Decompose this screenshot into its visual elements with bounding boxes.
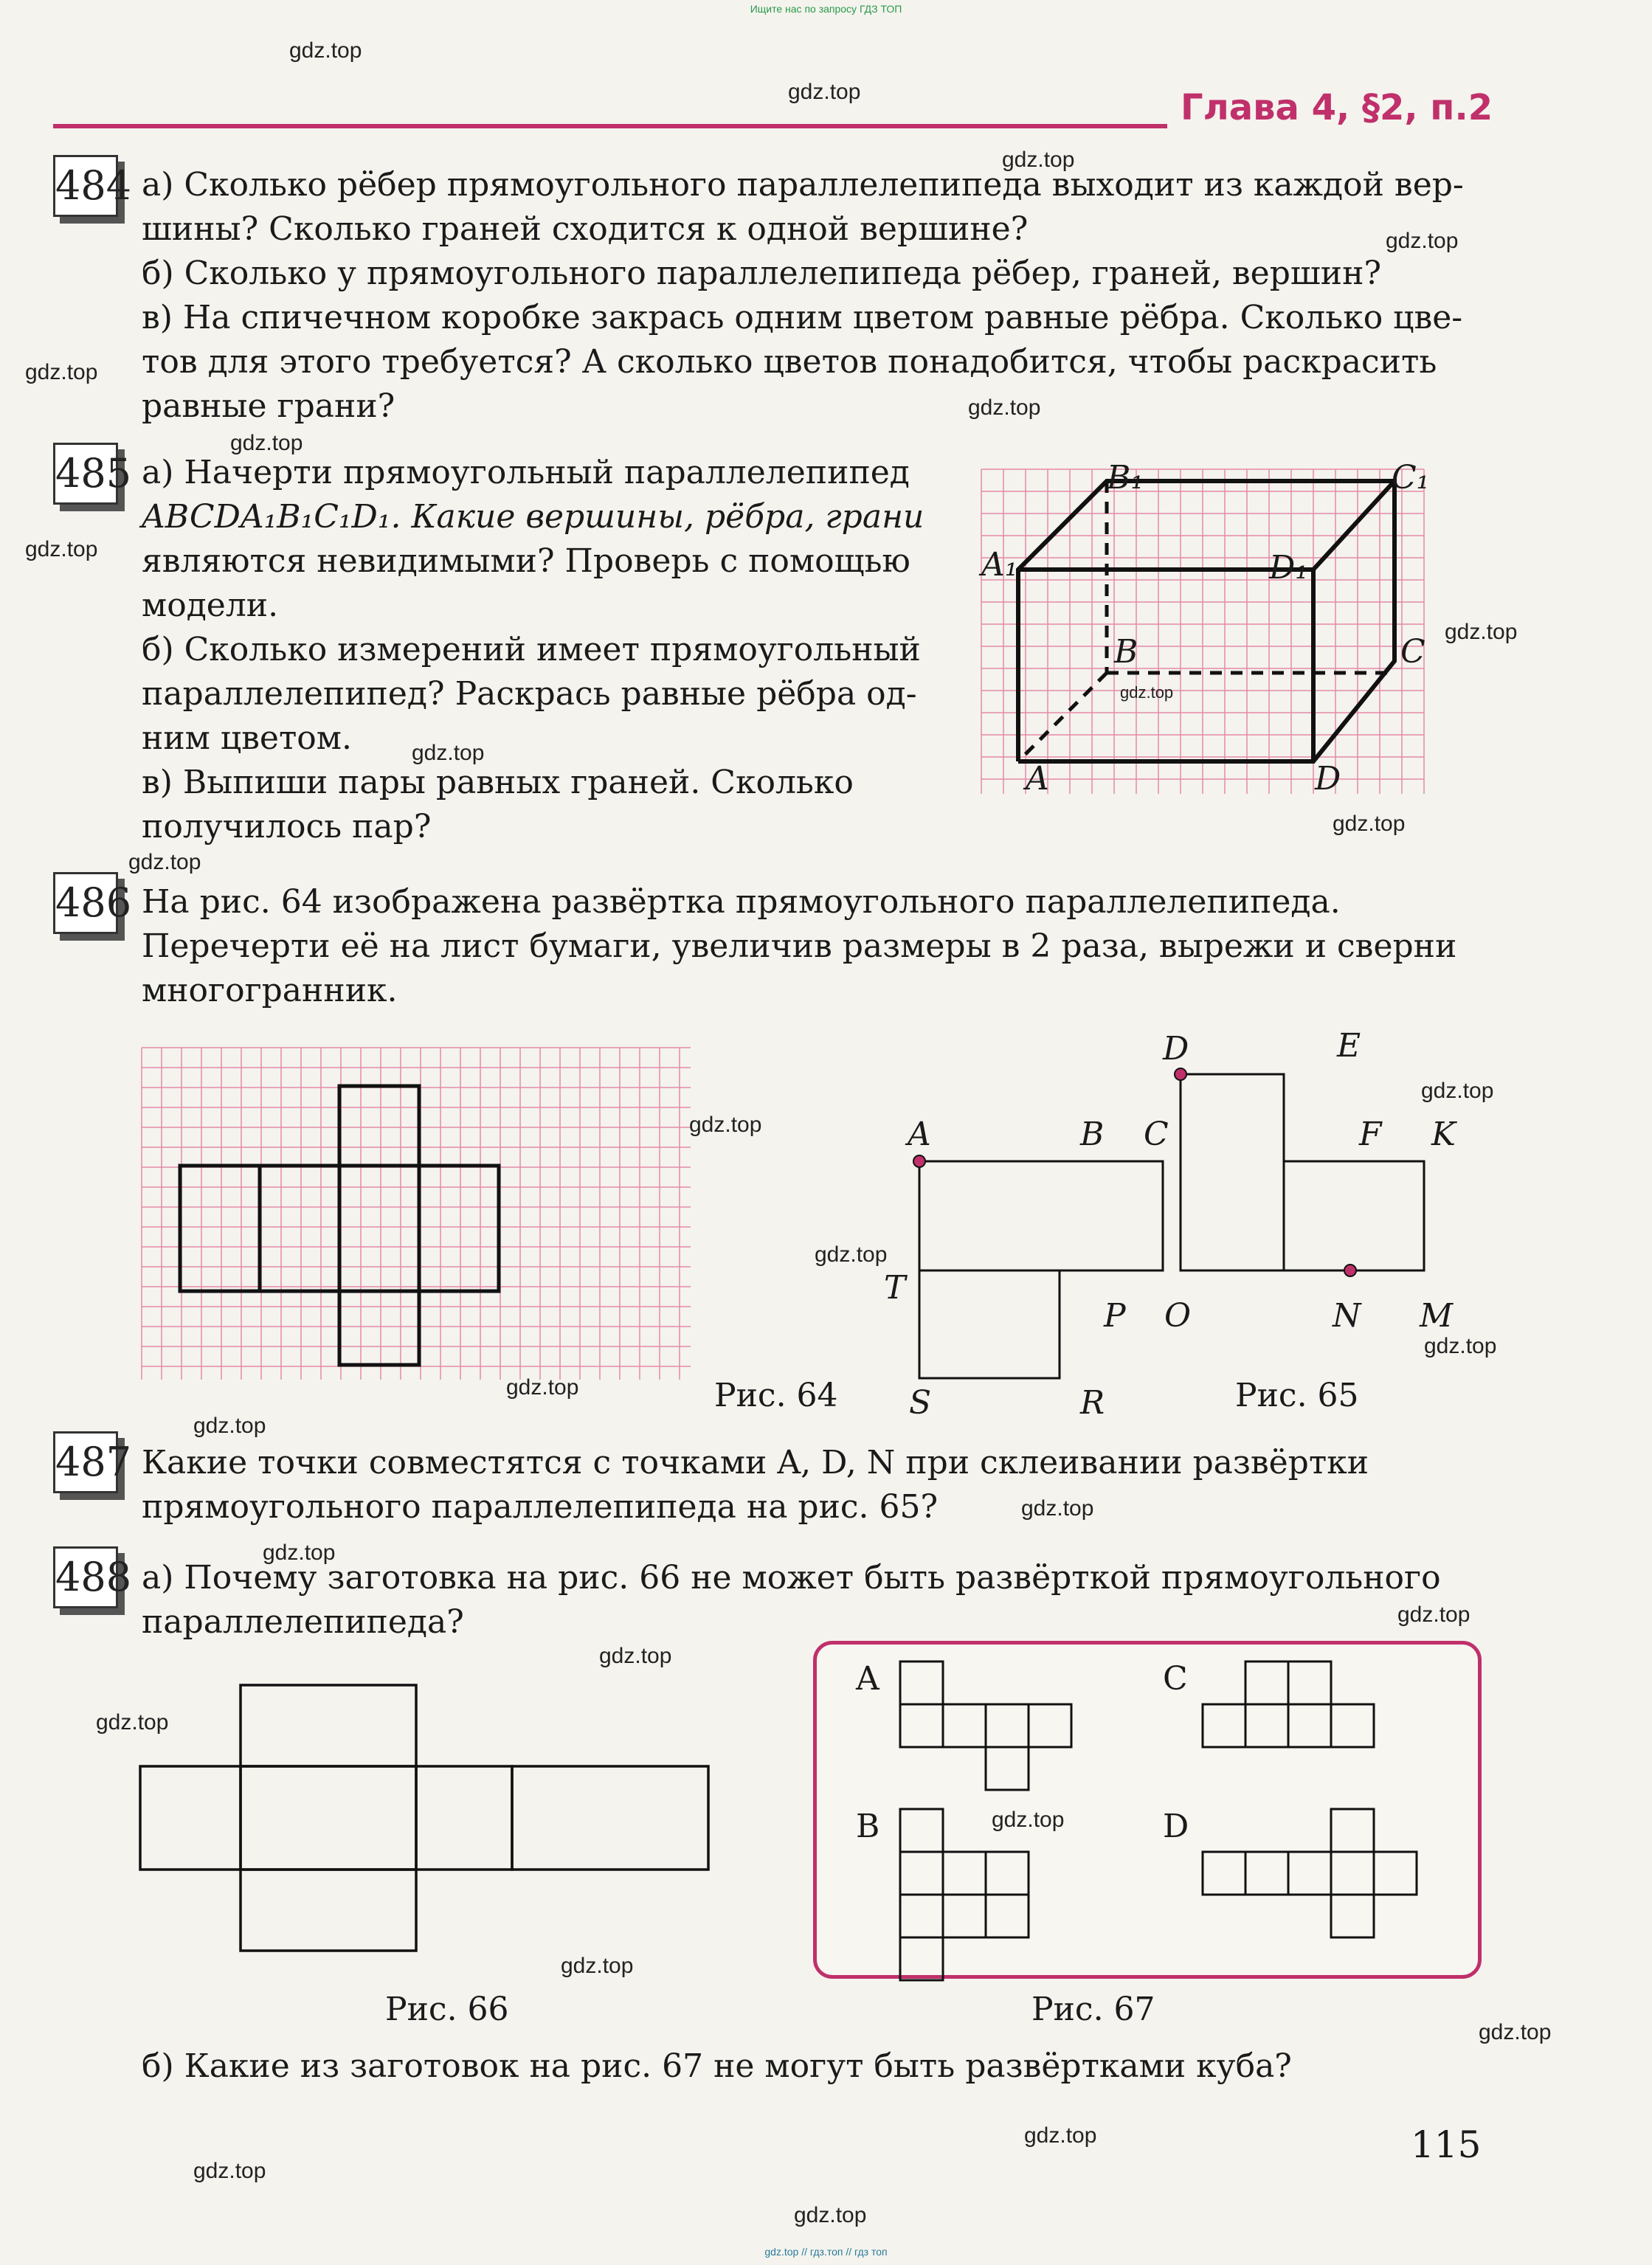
- task-484-line: а) Сколько рёбер прямоугольного параллелепипеда выходит из каждой вер-: [142, 166, 1464, 204]
- box-label: B₁: [1107, 459, 1144, 497]
- watermark: gdz.top: [1424, 1334, 1497, 1358]
- box-label: C₁: [1392, 459, 1430, 497]
- net-c-cell: [1245, 1704, 1288, 1747]
- task-485-line: являются невидимыми? Проверь с помощью: [142, 542, 910, 580]
- watermark: gdz.top: [1002, 148, 1075, 172]
- watermark: gdz.top: [25, 537, 98, 561]
- net-b-cell: [900, 1809, 943, 1852]
- task-484-line: шины? Сколько граней сходится к одной вершине?: [142, 210, 1029, 248]
- page-number: 115: [1411, 2123, 1482, 2166]
- task-484-line: тов для этого требуется? А сколько цветов понадобится, чтобы раскрасить: [142, 343, 1437, 381]
- watermark: gdz.top: [968, 395, 1041, 420]
- task-487-line: Какие точки совместятся с точками A, D, N при склеивании развёртки: [142, 1444, 1369, 1481]
- task-485-line: ним цветом.: [142, 719, 353, 757]
- fig67-label-a: A: [856, 1660, 879, 1698]
- net-d-cell: [1288, 1852, 1331, 1895]
- caption-fig66: Рис. 66: [385, 1991, 509, 2028]
- watermark: gdz.top: [1421, 1079, 1494, 1103]
- fig65-label: N: [1333, 1297, 1361, 1335]
- fig65-label: T: [884, 1269, 906, 1307]
- watermark: gdz.top: [788, 80, 861, 104]
- task-485-line: ABCDA₁B₁C₁D₁. Какие вершины, рёбра, грани: [142, 498, 925, 536]
- net-c-cell: [1203, 1704, 1245, 1747]
- watermark: gdz.top: [1479, 2020, 1552, 2044]
- task-number-488: 488: [53, 1546, 118, 1608]
- net-a-cell: [900, 1661, 943, 1704]
- fig65-label: F: [1359, 1116, 1382, 1153]
- task-485-line: получилось пар?: [142, 808, 432, 846]
- net-b-cell: [986, 1895, 1029, 1937]
- net-c-cell: [1331, 1704, 1374, 1747]
- watermark: gdz.top: [599, 1644, 672, 1668]
- net-d-cell: [1331, 1852, 1374, 1895]
- task-485-line: в) Выпиши пары равных граней. Сколько: [142, 764, 854, 801]
- header-rule: [53, 124, 1167, 128]
- watermark: gdz.top: [561, 1954, 634, 1978]
- fig65-label: K: [1431, 1116, 1456, 1153]
- watermark: gdz.top: [96, 1710, 169, 1735]
- task-488-line: параллелепипеда?: [142, 1603, 464, 1641]
- watermark: gdz.top: [289, 38, 362, 63]
- watermark: gdz.top: [263, 1540, 336, 1565]
- net-a-cell: [900, 1704, 943, 1747]
- fig65-label: C: [1144, 1116, 1169, 1153]
- task-488b-line: б) Какие из заготовок на рис. 67 не могут быть развёртками куба?: [142, 2047, 1292, 2085]
- net-d-cell: [1203, 1852, 1245, 1895]
- net-a-cell: [943, 1704, 986, 1747]
- task-484-line: равные грани?: [142, 387, 395, 425]
- watermark: gdz.top: [25, 360, 98, 384]
- box-label: D₁: [1269, 549, 1308, 587]
- watermark: gdz.top: [689, 1113, 762, 1137]
- fig64-grid: [142, 1048, 691, 1380]
- fig65-label: M: [1420, 1297, 1454, 1335]
- watermark: gdz.top: [815, 1242, 888, 1267]
- fig67-label-b: B: [856, 1808, 880, 1845]
- caption-fig64: Рис. 64: [714, 1377, 838, 1414]
- task-487-line: прямоугольного параллелепипеда на рис. 65?: [142, 1488, 939, 1526]
- watermark: gdz.top: [794, 2203, 867, 2227]
- watermark: gdz.top: [230, 431, 303, 455]
- task-number-486: 486: [53, 872, 118, 934]
- fig67-label-d: D: [1163, 1808, 1189, 1845]
- watermark: gdz.top: [412, 741, 485, 765]
- net-b-cell: [943, 1852, 986, 1895]
- top-note: Ищите нас по запросу ГДЗ ТОП: [750, 3, 902, 15]
- figure-66-blank: [140, 1682, 716, 1963]
- fig65-label: O: [1164, 1297, 1192, 1335]
- fig67-label-c: C: [1163, 1660, 1188, 1698]
- bottom-note: gdz.top // гдз.топ // гдз топ: [764, 2246, 888, 2258]
- box-label: C: [1400, 633, 1425, 671]
- watermark: gdz.top: [992, 1808, 1065, 1832]
- box-label: A: [1026, 760, 1049, 798]
- net-a-cell: [986, 1747, 1029, 1790]
- fig65-label: R: [1080, 1384, 1105, 1422]
- watermark: gdz.top: [1445, 620, 1518, 644]
- fig65-label: A: [908, 1116, 931, 1153]
- net-c-cell: [1245, 1661, 1288, 1704]
- watermark: gdz.top: [1120, 683, 1174, 702]
- fig65-label: D: [1163, 1030, 1189, 1068]
- net-b-cell: [900, 1937, 943, 1980]
- net-a-cell: [986, 1704, 1029, 1747]
- task-485-line: б) Сколько измерений имеет прямоугольный: [142, 631, 921, 668]
- watermark: gdz.top: [128, 850, 201, 874]
- watermark: gdz.top: [1333, 812, 1406, 836]
- box-label: B: [1114, 633, 1138, 671]
- task-number-485: 485: [53, 443, 118, 505]
- box-grid: [981, 469, 1424, 794]
- figure-64-net: [142, 1048, 695, 1387]
- net-c-cell: [1288, 1704, 1331, 1747]
- net-b-cell: [900, 1895, 943, 1937]
- net-c-cell: [1288, 1661, 1331, 1704]
- task-number-484: 484: [53, 155, 118, 217]
- watermark: gdz.top: [193, 2159, 266, 2183]
- net-b-cell: [986, 1852, 1029, 1895]
- net-a-cell: [1029, 1704, 1071, 1747]
- fig65-label: B: [1080, 1116, 1105, 1153]
- fig65-label: E: [1337, 1027, 1361, 1065]
- net-d-cell: [1374, 1852, 1417, 1895]
- fig65-label: P: [1104, 1297, 1126, 1335]
- watermark: gdz.top: [506, 1375, 579, 1400]
- watermark: gdz.top: [1386, 229, 1459, 253]
- net-d-cell: [1331, 1809, 1374, 1852]
- fig65-label: S: [909, 1384, 932, 1422]
- task-486-line: многогранник.: [142, 972, 398, 1009]
- net-d-cell: [1245, 1852, 1288, 1895]
- task-488-line: а) Почему заготовка на рис. 66 не может быть развёрткой прямоугольного: [142, 1559, 1441, 1597]
- chapter-title: Глава 4, §2, п.2: [1181, 87, 1493, 128]
- box-label: A₁: [981, 546, 1018, 584]
- caption-fig67: Рис. 67: [1031, 1991, 1155, 2028]
- task-486-line: Перечерти её на лист бумаги, увеличив размеры в 2 раза, вырежи и сверни: [142, 927, 1457, 965]
- task-486-line: На рис. 64 изображена развёртка прямоугольного параллелепипеда.: [142, 883, 1341, 921]
- box-figure: [981, 469, 1439, 806]
- task-484-line: б) Сколько у прямоугольного параллелепипеда рёбер, граней, вершин?: [142, 255, 1382, 292]
- watermark: gdz.top: [1024, 2123, 1097, 2148]
- task-484-line: в) На спичечном коробке закрась одним цветом равные рёбра. Сколько цве-: [142, 299, 1463, 336]
- watermark: gdz.top: [1021, 1496, 1094, 1521]
- watermark: gdz.top: [193, 1414, 266, 1438]
- net-b-cell: [943, 1895, 986, 1937]
- net-d-cell: [1331, 1895, 1374, 1937]
- net-b-cell: [900, 1852, 943, 1895]
- task-485-line: параллелепипед? Раскрась равные рёбра од-: [142, 675, 917, 713]
- watermark: gdz.top: [1397, 1602, 1470, 1627]
- box-label: D: [1315, 760, 1341, 798]
- task-485-line: модели.: [142, 587, 279, 624]
- task-485-line: а) Начерти прямоугольный параллелепипед: [142, 454, 910, 491]
- caption-fig65: Рис. 65: [1235, 1377, 1359, 1414]
- task-number-487: 487: [53, 1431, 118, 1493]
- figure-65-net: [885, 1062, 1476, 1402]
- figure-67-nets: [813, 1641, 1482, 1979]
